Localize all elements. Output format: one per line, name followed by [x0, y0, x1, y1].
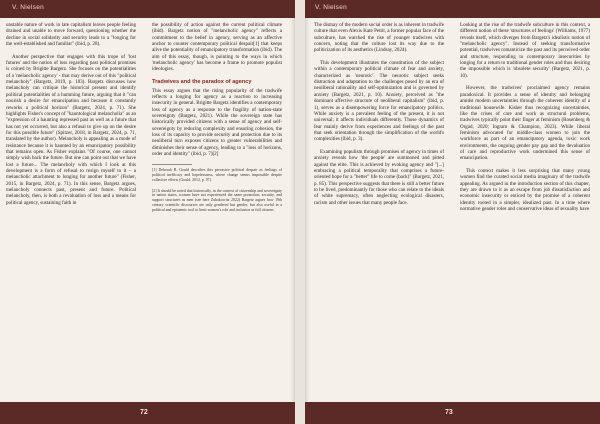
right-footer-band [305, 402, 600, 424]
paragraph: Examining populism through promises of agency in times of anxiety reveals how 'the people' are summoned and pitted against the elite. This is achieved by evoking agency and "[...] embracing a political temporality that comprises a future-oriented hope for a "better" life to come (back)" (Bargetz, 2021, p. 85). This perspective suggests that there is still a better future to be lived, predominantly for those who can relate to the ideals of white supremacy, often neglecting ecological disasters, racism and other issues that many people face. [314, 148, 444, 206]
right-page [305, 0, 600, 424]
left-column-1 [6, 22, 136, 398]
right-page-number: 73 [445, 409, 453, 416]
paragraph: the possibility of action against the current political climate (ibid). Bargetz notion of "melancholic agency" reflects a commitment to the belief in agency, serving as an affective anchor to counter contemporary political despair[1] that keeps alive the potentiality of emancipatory transformation (ibid). The aim of this essay, though, is pointing to the ways in which 'melancholic agency' has become a frame to promote populist ideologies. [152, 22, 282, 73]
right-column-2 [460, 22, 590, 398]
paragraph: This essay argues that the rising popularity of the tradwife reflects a longing for agency as a reaction to increasing insecurity in general. Brigitte Bargetz identifies a contemporary loss of agency as a response to the fragility of nation-state sovereignty (Bargetz, 2021). While the sovereign state has historically provided citizens with a sense of agency and self-sovereignty by reducing complexity and ensuring cohesion, the loss of its capacity to provide security and protection due to its neoliberal turn exposes citizens to greater vulnerabilities and diminishes their sense of agency, leading to a "loss of horizons, order and identity" (ibid, p. 7)[2] [152, 87, 282, 158]
footnote: [2] It should be noted that historically, in the context of citizenship and sovereignty in nation states, women have not experienced the same protection, security, and support structures as men (see here Zubakowitz 2022) Bargetz argues how 19th century scientific discourses are only gendered but gender, but also useful in a political and epistemic tool to limit women's role and inclusion as full citizens. [152, 188, 282, 212]
paragraph: Another perspective that engages with this trope of 'lost futures' and the notion of loss regarding past political promises is coined by Brigitte Bargetz. She focuses on the potentialities of a 'melancholic agency' - that may derive out of this "political melancholy" (Bargetz, 2019, p. 183). Bargetz discusses how melancholy can critique the historical present and identify political potentialities of a humming future, arguing that it "can nourish a desire for emancipation and because it constantly reworks a political horizon" (Bargetz, 2024, p. 71). She highlights Fisher's concept of "hauntological melancholia" as an "expression of a haunting repressed past as well as a future that has not yet occurred, but also a refusal to give up on the desire for this possible future" (Spitzer, 2018, in Bargetz, 2024, p. 71, translated by the author). Melancholy is appealing as a mode of resistance because it is haunted by an emancipatory possibility that remains open. As Fisher explains "Of course, one cannot simply wish back the future. But one can point out that we have lost a future... The melancholy with which I look at this development is a form of refusal to resign myself to it – a melancholic attachment to longing for another future" (Fisher, 2015, in Bargetz, 2024, p. 71). In this sense, Bargetz argues, melancholy connects past, present and future. Political melancholy, then, is both a revaluation of loss and a means for political agency, sustaining faith in [6, 53, 136, 206]
left-footer-band [0, 402, 295, 424]
left-running-head: V. Nielsen [12, 4, 45, 11]
right-column-1 [314, 22, 444, 398]
paragraph: Looking at the rise of the tradwife subculture in this context, a different notion of these 'structures of feelings' (Williams, 1977) reveals itself, which diverges from Bargetz's idealistic notion of "melancholic agency". Instead of seeking transformative potential, tradwives romanticize the past and its perceived order and structure, responding to contemporary insecurities by longing for a return to traditional gender roles and thus desiring the impossible which is 'obsolete security' (Bargetz, 2021, p. 10). [460, 22, 590, 79]
paragraph: unstable nature of work in late capitalism leaves people feeling drained and unable to move forward, questioning whether the decline in social solidarity and security leads to a "longing for the well-established and familiar" (ibid, p. 28). [6, 22, 136, 48]
paragraph: However, the tradwives' proclaimed agency remains paradoxical. It provides a sense of identity and belonging amidst modern uncertainties through the coherent identity of a traditional housewife. Kisher thus recognizing uncertainties, like the crises of care and work as structural problems, tradwives typically point their finger at feminism (Rosenberg & Orgad, 2020; Ingram & Champion, 2023). While liberal feminism advocated for middle-class women to join the workforce as part of an emancipatory agenda, toxic work environments, the ongoing gender pay gap and the devaluation of care and reproductive work undermined this sense of emancipation. [460, 85, 590, 162]
section-heading: Tradwives and the paradox of agency [152, 79, 252, 86]
paragraph: The dismay of the modern social order is as inherent in tradwife culture that even Alexis Kate Pettit, a former popular face of the subculture, has watched the rise of younger tradwives with concern, noting that the culture lost its way due to the politicization of its aesthetics (Lindsay, 2024). [314, 22, 444, 54]
right-header-band [305, 0, 600, 18]
footnote-rule [152, 164, 192, 165]
footnote: [1] Deborah B. Gould describes this pervasive political despair as feelings of political inefficacy and hopelessness, where change seems impossible despite collective efforts (Gould, 2012, p. 97). [152, 167, 282, 182]
left-page-number: 72 [140, 409, 148, 416]
paragraph: This context makes it less surprising that many young women find the curated social media imaginary of the tradwife appealing. As argued in the introduction section of this chapter, they are drawn to it as an escape from job dissatisfaction and economic insecurity or enticed by the promise of a coherent identity rooted in a simpler, idealized past. In a time where normative gender roles and conservative ideas of sexuality have [460, 168, 590, 213]
left-page [0, 0, 295, 424]
paragraph: This development illustrates the constitution of the subject within a contemporary political climate of fear and anxiety, characterized as 'neurotic'. The neurotic subject seeks distraction and adaptation to the challenges posed by an era of neoliberal rationality and self-optimization and is governed by anxiety (Bargetz, 2021, p. 10). Anxiety, perceived as "the dominant affective structure of neoliberal capitalism" (ibid, p. 1), serves as a disempowering force for emancipatory politics. While anxiety is a prevalent feeling of the present, it is not universal; it affects individuals differently. Those dynamics of fear mainly derive from experiences and feelings of the past that seek orientation through the simplification of the world's complexities (ibid, p. 3). [314, 60, 444, 143]
left-header-band [0, 0, 295, 18]
left-column-2 [152, 22, 282, 398]
book-gutter [295, 0, 305, 424]
right-running-head: V. Nielsen [315, 4, 348, 11]
